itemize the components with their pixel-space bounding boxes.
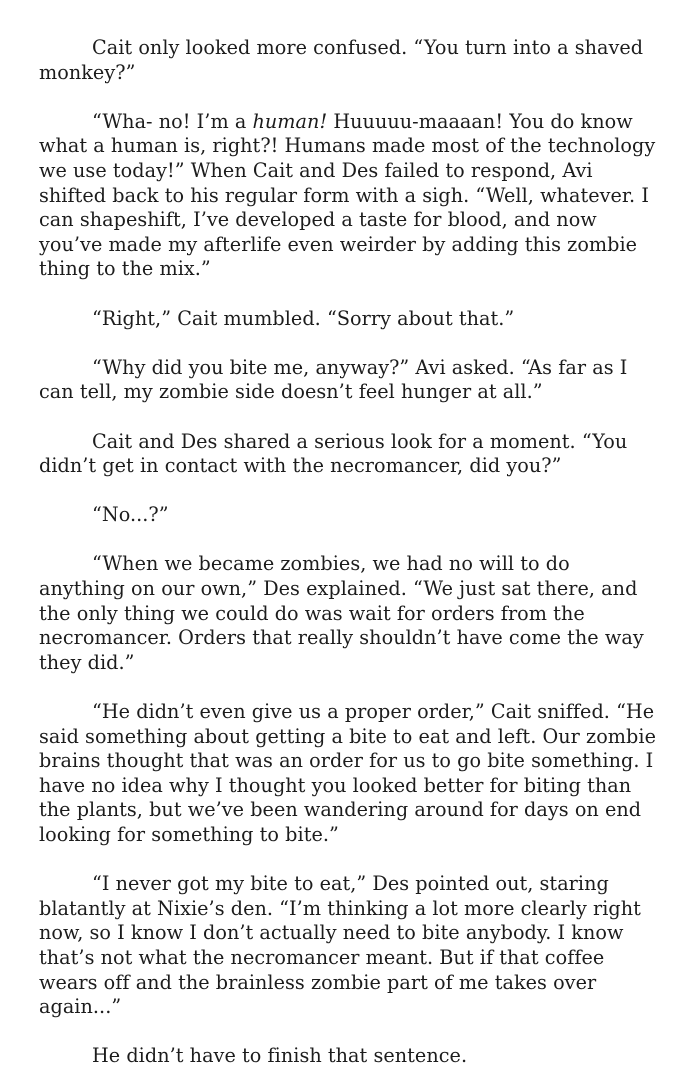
paragraph-2-text-after: Huuuuu-maaaan! You do know what a human is, right?! Humans made most of the technology we use today!” When Cait and Des failed to respond, Avi shifted back to his regular form with a sigh. “Well, whatever. I can shapeshift, I’ve developed a taste for blood, and now you’ve made my afterlife even weirder by adding this zombie thing to the mix.” <box>39 109 656 281</box>
paragraph-4: “Why did you bite me, anyway?” Avi asked. “As far as I can tell, my zombie side doesn’t feel hunger at all.” <box>39 355 628 404</box>
paragraph-1: Cait only looked more confused. “You turn into a shaved monkey?” <box>39 36 644 84</box>
paragraph-2 <box>39 110 656 282</box>
paragraph-9: “I never got my bite to eat,” Des pointed out, staring blatantly at Nixie’s den. “I’m thinking a lot more clearly right now, so I know I don’t actually need to bite anybody. I know that’s not what the necromancer meant. But if that coffee wears off and the brainless zombie part of me takes over again...” <box>39 872 641 1019</box>
paragraph-8: “He didn’t even give us a proper order,” Cait sniffed. “He said something about getting a bite to eat and left. Our zombie brains thought that was an order for us to go bite something. I have no idea why I thought you looked better for biting than the plants, but we’ve been wandering around for days on end looking for something to bite.” <box>39 700 656 846</box>
paragraph-10: He didn’t have to finish that sentence. <box>92 1044 468 1068</box>
paragraph-7: “When we became zombies, we had no will to do anything on our own,” Des explained. “We just sat there, and the only thing we could do was wait for orders from the necromancer. Orders that really shouldn’t have come the way they did.” <box>39 552 644 674</box>
paragraph-6: “No...?” <box>92 503 169 527</box>
paragraph-2-text-before: “Wha- no! I’m a <box>92 109 253 133</box>
paragraph-5: Cait and Des shared a serious look for a moment. “You didn’t get in contact with the necromancer, did you?” <box>39 429 628 478</box>
paragraph-2-emphasis: human! <box>252 109 328 133</box>
paragraph-3: “Right,” Cait mumbled. “Sorry about that.” <box>92 306 515 330</box>
